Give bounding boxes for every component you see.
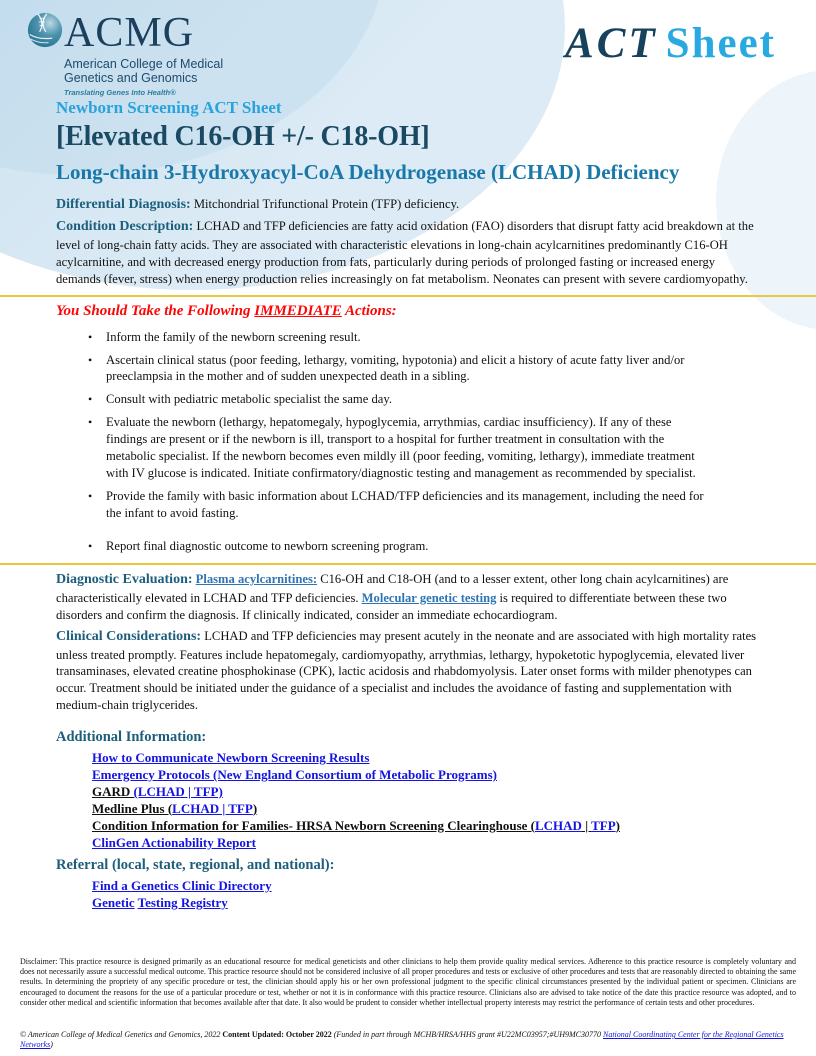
masthead-sheet: Sheet xyxy=(665,20,776,67)
gold-divider-top xyxy=(0,295,816,297)
diagnostic-evaluation-label: Diagnostic Evaluation: xyxy=(56,572,193,588)
immediate-actions-list xyxy=(56,329,760,556)
ncc-regional-genetics-link[interactable]: National Coordinating Center for the Regional Genetics Networks xyxy=(20,1030,784,1050)
medline-plus-label-link[interactable]: Medline Plus ( xyxy=(92,800,173,816)
diagnostic-evaluation-paragraph xyxy=(56,571,760,624)
genetic-link[interactable]: Genetic xyxy=(92,894,135,910)
acmg-globe-icon xyxy=(27,12,63,53)
gard-lchad-tfp-link[interactable]: (LCHAD | TFP) xyxy=(133,783,223,799)
clinical-considerations-text: LCHAD and TFP deficiencies may present acutely in the neonate and are associated with high mortality rates unless treated promptly. Features include hepatomegaly, cardiomyopathy, arrythmias, lethargy, hypoketotic hypoglycemia, elevated liver transaminases, elevated creatine phosphokinase (CPK), lactic acidosis and rhabdomyolysis. Later onset forms with milder phenotypes can occur. Treatment should be initiated under the guidance of a specialist and includes the avoidance of fasting and supplementation with medium-chain triglycerides. xyxy=(56,628,757,713)
referral-heading: Referral (local, state, regional, and national): xyxy=(56,856,335,873)
eyebrow-title: Newborn Screening ACT Sheet xyxy=(56,98,282,117)
footer-funding-post: ) xyxy=(50,1040,53,1050)
referral-links xyxy=(56,878,760,911)
differential-diagnosis-paragraph xyxy=(56,196,760,215)
action-item: • Report final diagnostic outcome to newborn screening program. xyxy=(106,538,706,555)
footer-content-updated: Content Updated: October 2022 xyxy=(222,1030,332,1039)
clinical-considerations-paragraph xyxy=(56,628,760,714)
page-subtitle: Long-chain 3-Hydroxyacyl-CoA Dehydrogenase (LCHAD) Deficiency xyxy=(56,160,680,184)
additional-information-links xyxy=(56,750,760,851)
molecular-genetic-testing-link[interactable]: Molecular genetic testing xyxy=(361,591,497,605)
clinical-considerations-label: Clinical Considerations: xyxy=(56,628,202,644)
additional-information-heading: Additional Information: xyxy=(56,729,207,745)
hrsa-tfp-link[interactable]: TFP xyxy=(591,817,616,833)
testing-registry-link[interactable]: Testing Registry xyxy=(137,894,228,910)
hrsa-pipe: | xyxy=(581,817,592,833)
medline-plus-lchad-tfp-link[interactable]: LCHAD | TFP xyxy=(172,800,253,816)
immediate-heading-emphasis: IMMEDIATE xyxy=(254,302,342,319)
gard-label-link[interactable]: GARD xyxy=(92,783,134,799)
footer xyxy=(20,1030,796,1051)
condition-description-label: Condition Description: xyxy=(56,219,194,235)
genetics-clinic-directory-link[interactable]: Find a Genetics Clinic Directory xyxy=(92,877,272,893)
immediate-heading-post: Actions: xyxy=(341,302,397,319)
hrsa-clearinghouse-label-link[interactable]: Condition Information for Families- HRSA Newborn Screening Clearinghouse ( xyxy=(92,817,535,833)
diagnostic-text-2: is required to differentiate between these two disorders and confirm the diagnosis. If clinically indicated, consider an immediate echocardiogram. xyxy=(56,591,727,622)
masthead-title xyxy=(565,22,776,65)
hrsa-close-paren: ) xyxy=(615,817,620,833)
immediate-heading-pre: You Should Take the Following xyxy=(56,302,255,319)
emergency-protocols-link[interactable]: Emergency Protocols (New England Consortium of Metabolic Programs) xyxy=(92,766,497,782)
condition-description-paragraph xyxy=(56,218,760,287)
how-to-communicate-link[interactable]: How to Communicate Newborn Screening Results xyxy=(92,750,370,765)
medline-plus-close-paren: ) xyxy=(252,800,258,816)
clingen-actionability-link[interactable]: ClinGen Actionability Report xyxy=(92,834,256,850)
page-title: [Elevated C16-OH +/- C18-OH] xyxy=(56,121,430,152)
differential-diagnosis-text: Mitchondrial Trifunctional Protein (TFP) deficiency. xyxy=(190,196,460,211)
acmg-tagline: Translating Genes Into Health® xyxy=(64,88,176,97)
acmg-name-line1: American College of Medical xyxy=(64,57,224,71)
action-item: • Consult with pediatric metabolic specialist the same day. xyxy=(106,391,706,408)
diagnostic-text-1: C16-OH and C18-OH (and to a lesser extent, other long chain acylcarnitines) are characteristically elevated in LCHAD and TFP deficiencies. xyxy=(56,572,729,605)
condition-description-text: LCHAD and TFP deficiencies are fatty acid oxidation (FAO) disorders that disrupt fatty acid breakdown at the level of long-chain fatty acids. They are associated with characteristic elevations in long-chain acylcarnitines predominantly C16-OH acylcarnitine, and with decreased energy production from fats, particularly during periods of prolonged fasting or increased energy demands (fever, stress) when energy production relies increasingly on fat metabolism. Neonates can present with severe cardiomyopathy. xyxy=(56,219,754,286)
disclaimer-text: Disclaimer: This practice resource is designed primarily as an educational resource for medical geneticists and other clinicians to help them provide quality medical services. Adherence to this practice resource is completely voluntary and does not necessarily assure a successful medical outcome. This practice resource should not be considered inclusive of all proper procedures and tests or exclusive of other procedures and tests that are reasonably directed to obtaining the same results. In determining the propriety of any specific procedure or test, the clinician should apply his or her own professional judgment to the specific clinical circumstances presented by the individual patient or specimen. Clinicians are encouraged to document the reasons for the use of a particular procedure or test, whether or not it is in conformance with this practice resource. Clinicians also are advised to take notice of the date this practice resource was adopted, and to consider other medical and scientific information that becomes available after that date. It also would be prudent to consider whether intellectual property interests may restrict the performance of certain tests and other procedures. xyxy=(20,957,796,1007)
acmg-logo xyxy=(27,12,223,97)
action-item: • Provide the family with basic information about LCHAD/TFP deficiencies and its management, including the need for the infant to avoid fasting. xyxy=(106,488,706,522)
footer-funding-pre: (Funded in part through MCHB/HRSA/HHS grant #U22MC03957;#UH9MC30770 xyxy=(331,1030,603,1039)
action-item: • Evaluate the newborn (lethargy, hepatomegaly, hypoglycemia, arrythmias, cardiac insufficiency). If any of these findings are present or if the newborn is ill, transport to a hospital for further treatment in consultation with the metabolic specialist. If the newborn becomes even mildly ill (poor feeding, vomiting, lethargy), immediate treatment with IV glucose is indicated. Initiate confirmatory/diagnostic testing and management as recommended by specialist. xyxy=(106,414,706,482)
masthead-act: ACT xyxy=(565,20,658,67)
gold-divider-bottom xyxy=(0,563,816,565)
plasma-acylcarnitines-link[interactable]: Plasma acylcarnitines: xyxy=(195,572,318,587)
acmg-acronym: ACMG xyxy=(64,10,195,57)
immediate-actions-heading xyxy=(56,303,760,320)
action-item: • Ascertain clinical status (poor feeding, lethargy, vomiting, hypotonia) and elicit a history of acute fatty liver and/or preeclampsia in the mother and of sudden unexpected death in a sibling. xyxy=(106,352,706,386)
acmg-name-line2: Genetics and Genomics xyxy=(64,71,198,85)
differential-diagnosis-label: Differential Diagnosis: xyxy=(56,196,191,212)
action-item: • Inform the family of the newborn screening result. xyxy=(106,329,706,346)
hrsa-lchad-link[interactable]: LCHAD xyxy=(534,817,582,833)
footer-copyright: © American College of Medical Genetics and Genomics, 2022 xyxy=(20,1030,223,1039)
